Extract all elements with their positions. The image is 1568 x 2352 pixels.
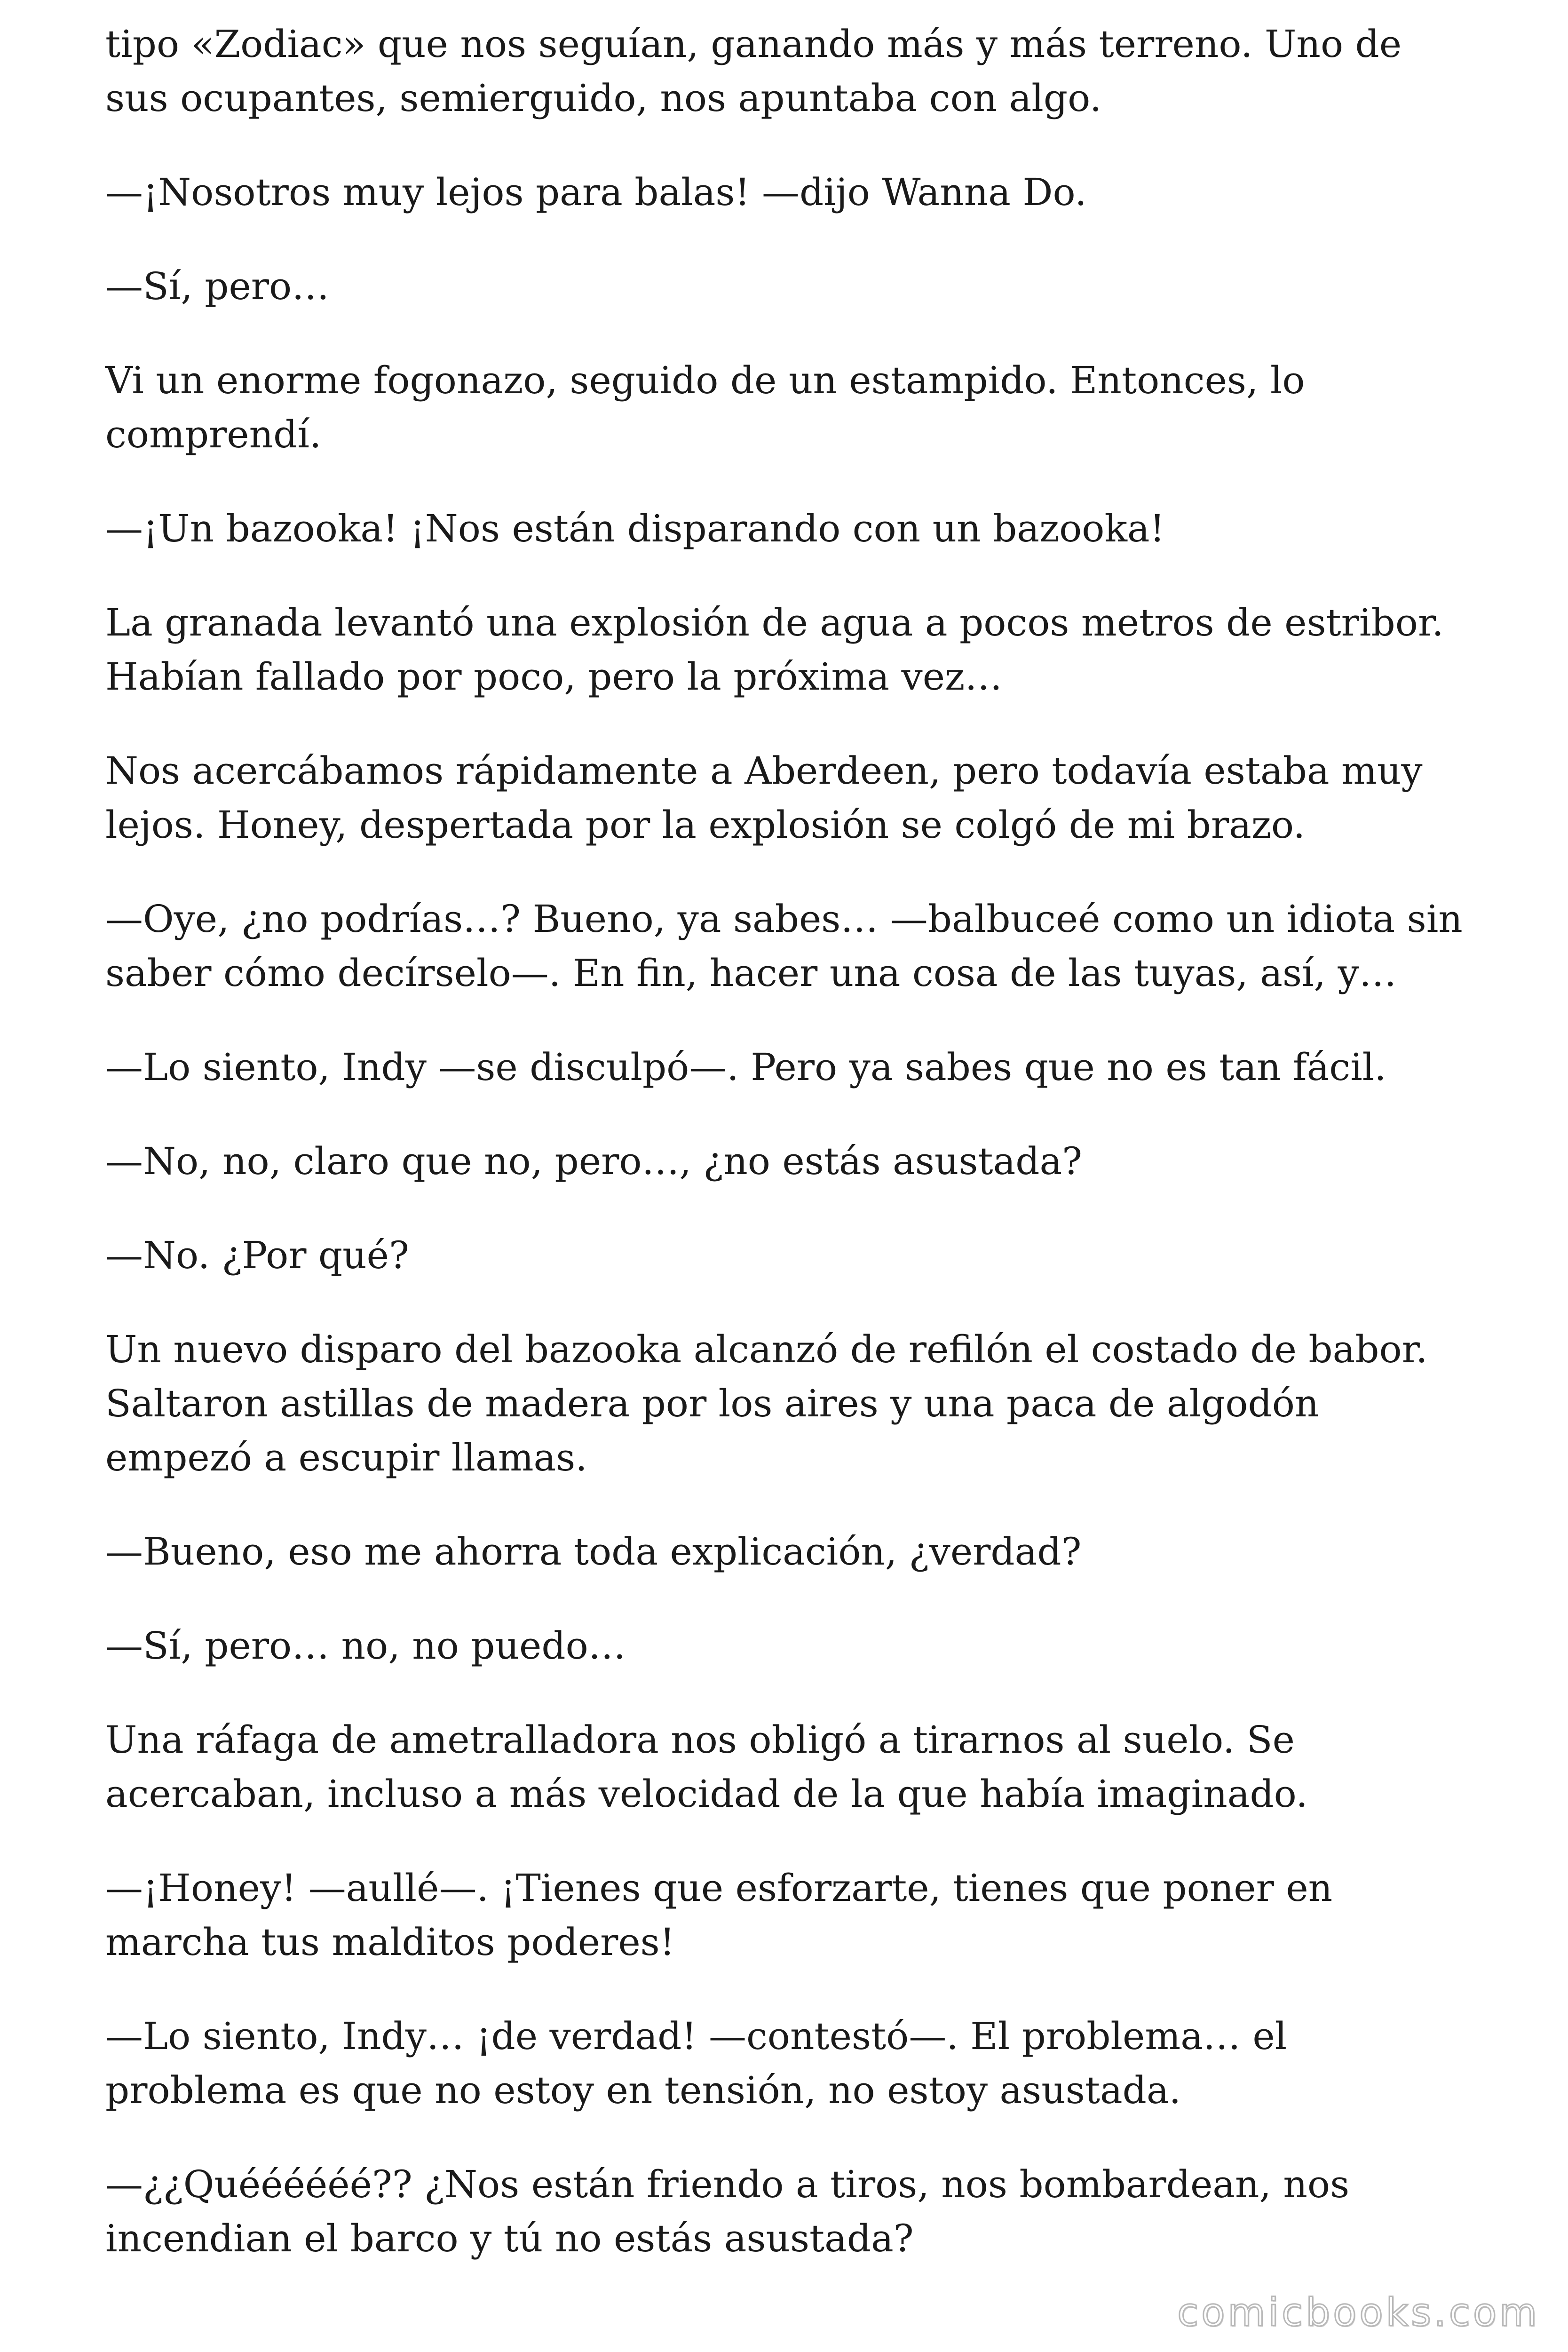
paragraph: —No. ¿Por qué?: [105, 1233, 409, 1277]
paragraph: —Sí, pero…: [105, 264, 330, 308]
paragraph: —Lo siento, Indy —se disculpó—. Pero ya sabes que no es tan fácil.: [105, 1045, 1386, 1089]
paragraph: Nos acercábamos rápidamente a Aberdeen, pero todavía estaba muy lejos. Honey, despertada por la explosión se colgó de mi brazo.: [105, 749, 1423, 847]
paragraph: La granada levantó una explosión de agua a pocos metros de estribor. Habían fallado por poco, pero la próxima vez…: [105, 601, 1444, 699]
paragraph: —Oye, ¿no podrías…? Bueno, ya sabes… —balbuceé como un idiota sin saber cómo decírselo—. En fin, hacer una cosa de las tuyas, así, y…: [105, 897, 1463, 995]
paragraph: Vi un enorme fogonazo, seguido de un estampido. Entonces, lo comprendí.: [105, 358, 1305, 456]
paragraph: Un nuevo disparo del bazooka alcanzó de refilón el costado de babor. Saltaron astillas de madera por los aires y una paca de algodón empezó a escupir llamas.: [105, 1327, 1428, 1479]
paragraph: —¡Nosotros muy lejos para balas! —dijo Wanna Do.: [105, 170, 1087, 214]
page-text: [105, 17, 1469, 2305]
watermark: comicbooks.com: [1177, 2290, 1540, 2335]
paragraph: —¡Honey! —aullé—. ¡Tienes que esforzarte, tienes que poner en marcha tus malditos poderes!: [105, 1866, 1333, 1964]
paragraph: Una ráfaga de ametralladora nos obligó a tirarnos al suelo. Se acercaban, incluso a más velocidad de la que había imaginado.: [105, 1718, 1308, 1816]
paragraph: —No, no, claro que no, pero…, ¿no estás asustada?: [105, 1139, 1083, 1183]
paragraph: —Sí, pero… no, no puedo…: [105, 1624, 626, 1668]
paragraph: tipo «Zodiac» que nos seguían, ganando más y más terreno. Uno de sus ocupantes, semierguido, nos apuntaba con algo.: [105, 22, 1402, 120]
paragraph: —¡Un bazooka! ¡Nos están disparando con un bazooka!: [105, 507, 1165, 550]
paragraph: —Lo siento, Indy… ¡de verdad! —contestó—. El problema… el problema es que no estoy en tensión, no estoy asustada.: [105, 2014, 1287, 2112]
paragraph: —Bueno, eso me ahorra toda explicación, ¿verdad?: [105, 1530, 1082, 1573]
paragraph: —¿¿Quéééééé?? ¿Nos están friendo a tiros, nos bombardean, nos incendian el barco y tú no estás asustada?: [105, 2162, 1350, 2260]
